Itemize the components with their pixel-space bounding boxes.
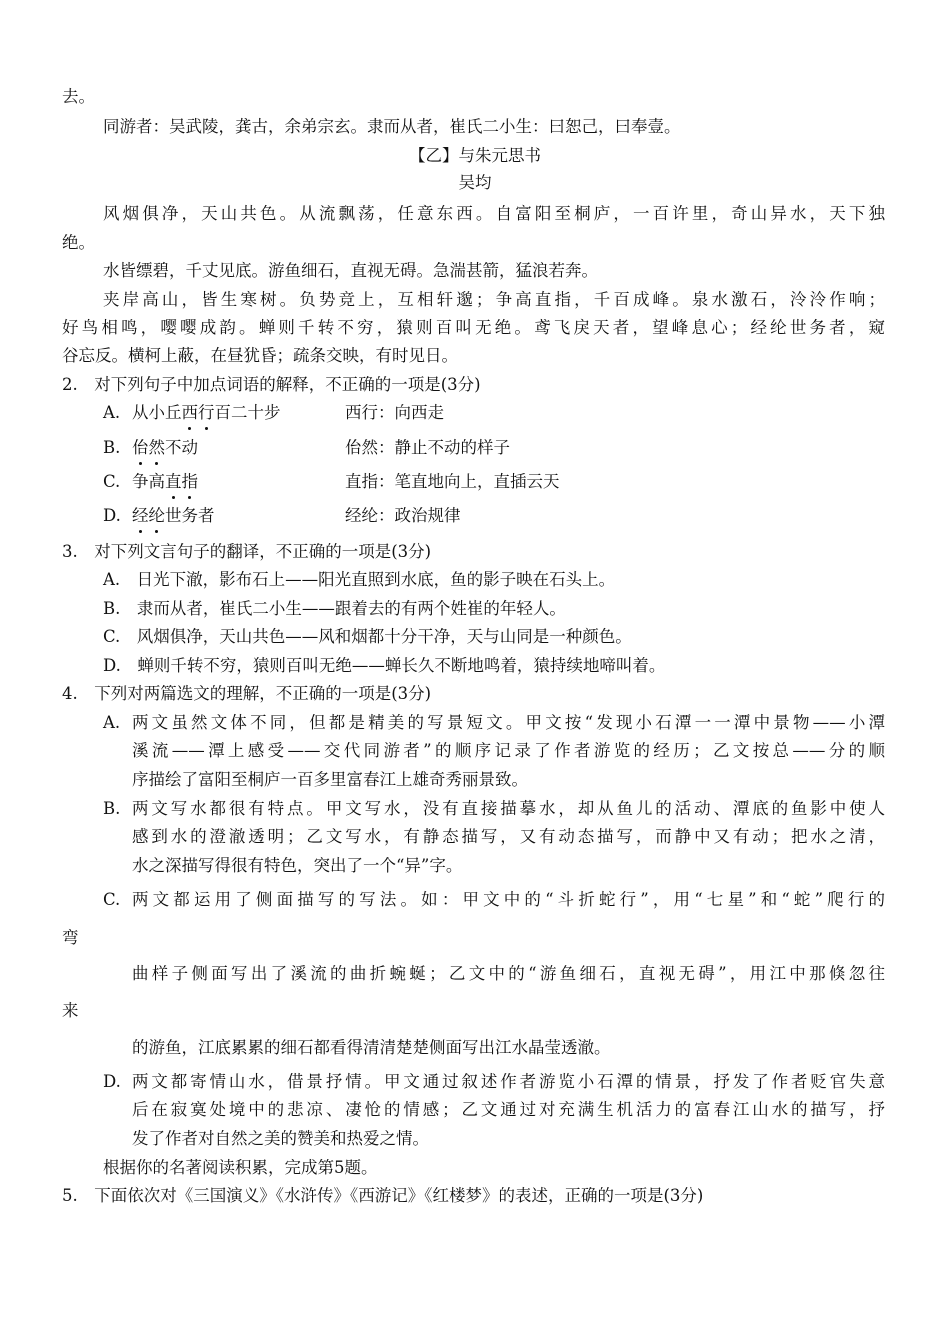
option-sentence [132, 437, 198, 459]
option-label: D. [103, 1072, 121, 1091]
option-label: B. [103, 799, 121, 818]
passage-text-line: 夹岸高山，皆生寒树。负势竞上，互相轩邈；争高直指，千百成峰。泉水激石，泠泠作响； [103, 290, 885, 309]
option-text-line: 来 [62, 1001, 79, 1020]
passage-text-line: 绝。 [62, 233, 95, 252]
option-gloss: 经纶：政治规律 [345, 506, 461, 525]
question-4-option-c [132, 889, 885, 911]
option-text-line: 溪流——潭上感受——交代同游者”的顺序记录了作者游览的经历；乙文按总——分的顺 [132, 741, 885, 760]
question-3-option-c: C. 风烟俱净，天山共色——风和烟都十分干净，天与山同是一种颜色。 [103, 627, 632, 646]
option-text-line [132, 826, 885, 848]
dotted-char: 佁 [132, 438, 149, 457]
question-4-option-b [132, 798, 885, 820]
option-label: C. [103, 472, 121, 491]
question-3-stem: 3. 对下列文言句子的翻译，不正确的一项是(3分) [62, 542, 432, 561]
dotted-word [182, 403, 215, 422]
option-text: 百二十步 [214, 403, 281, 422]
dotted-char: 指 [181, 472, 198, 491]
question-5-stem: 5. 下面依次对《三国演义》《水浒传》《西游记》《红楼梦》的表述，正确的一项是(3分) [62, 1186, 704, 1205]
dotted-char: 然 [148, 438, 165, 457]
question-4-stem: 4. 下列对两篇选文的理解，不正确的一项是(3分) [62, 684, 432, 703]
passage-text-line: 好鸟相鸣，嘤嘤成韵。蝉则千转不穷，猿则百叫无绝。鸢飞戾天者，望峰息心；经纶世务者，窥 [62, 318, 885, 337]
question-2-stem: 2. 对下列句子中加点词语的解释，不正确的一项是(3分) [62, 375, 481, 394]
question-3-option-d: D. 蝉则千转不穷，猿则百叫无绝——蝉长久不断地鸣着，猿持续地啼叫着。 [103, 656, 666, 675]
option-text: 争高 [132, 472, 165, 491]
dotted-char: 经 [132, 506, 149, 525]
option-sentence [132, 471, 198, 493]
passage-paragraph-1 [103, 203, 885, 225]
dotted-char: 纶 [148, 506, 165, 525]
option-sentence [132, 402, 281, 424]
option-text-line: 感到水的澄澈透明；乙文写水，有静态描写，又有动态描写，而静中又有动；把水之清， [132, 827, 885, 846]
option-text-line: 的游鱼，江底累累的细石都看得清清楚楚侧面写出江水晶莹透澈。 [132, 1038, 611, 1057]
option-text-line: 后在寂寞处境中的悲凉、凄怆的情感；乙文通过对充满生机活力的富春江山水的描写，抒 [132, 1100, 885, 1119]
option-label: B. [103, 438, 121, 457]
passage-author: 吴均 [458, 173, 492, 192]
option-gloss: 西行：向西走 [345, 403, 444, 422]
option-label: A. [103, 713, 121, 732]
question-3-option-a: A. 日光下澈，影布石上——阳光直照到水底，鱼的影子映在石头上。 [103, 570, 616, 589]
question-4-option-a [132, 712, 885, 734]
option-text-line [132, 740, 885, 762]
option-label: A. [103, 403, 121, 422]
option-gloss: 佁然：静止不动的样子 [345, 438, 510, 457]
passage-paragraph-3 [103, 289, 885, 311]
question-4-option-d [132, 1071, 885, 1093]
option-text-line: 两文都寄情山水，借景抒情。甲文通过叙述作者游览小石潭的情景，抒发了作者贬官失意 [132, 1072, 885, 1091]
option-text-line: 弯 [62, 928, 79, 947]
option-gloss: 直指：笔直地向上，直插云天 [345, 472, 560, 491]
option-text-line: 两文虽然文体不同，但都是精美的写景短文。甲文按“发现小石潭一一潭中景物——小潭 [132, 713, 885, 732]
dotted-word [132, 506, 165, 525]
option-text-line: 两文都运用了侧面描写的写法。如：甲文中的“斗折蛇行”，用“七星”和“蛇”爬行的 [132, 890, 885, 909]
passage-title: 【乙】与朱元思书 [409, 146, 541, 165]
dotted-word [165, 472, 198, 491]
dotted-word [132, 438, 165, 457]
option-text: 世务者 [165, 506, 215, 525]
passage-text-line: 去。 [62, 87, 95, 106]
option-text-line [132, 963, 885, 985]
passage-paragraph-2: 水皆缥碧，千丈见底。游鱼细石，直视无碍。急湍甚箭，猛浪若奔。 [103, 261, 598, 280]
passage-text-line: 谷忘反。横柯上蔽，在昼犹昏；疏条交映，有时见日。 [62, 346, 458, 365]
option-text: 从小丘 [132, 403, 182, 422]
passage-text-line [62, 317, 885, 339]
option-sentence [132, 505, 215, 527]
option-label: C. [103, 890, 121, 909]
dotted-char: 行 [198, 403, 215, 422]
option-text-line: 两文写水都很有特点。甲文写水，没有直接描摹水，却从鱼儿的活动、潭底的鱼影中使人 [132, 799, 885, 818]
passage-text-line: 风烟俱净，天山共色。从流飘荡，任意东西。自富阳至桐庐，一百许里，奇山异水，天下独 [103, 204, 885, 223]
section-instruction: 根据你的名著阅读积累，完成第5题。 [103, 1158, 378, 1177]
option-text: 不动 [165, 438, 198, 457]
option-text-line [132, 1099, 885, 1121]
option-text-line: 水之深描写得很有特色，突出了一个“异”字。 [132, 856, 463, 875]
option-text-line: 曲样子侧面写出了溪流的曲折蜿蜒；乙文中的“游鱼细石，直视无碍”，用江中那倏忽往 [132, 964, 885, 983]
dotted-char: 西 [181, 403, 198, 422]
option-text-line: 发了作者对自然之美的赞美和热爱之情。 [132, 1129, 429, 1148]
passage-companions: 同游者：吴武陵，龚古，余弟宗玄。隶而从者，崔氏二小生：曰恕己，曰奉壹。 [103, 117, 681, 136]
dotted-char: 直 [165, 472, 182, 491]
option-label: D. [103, 506, 121, 525]
question-3-option-b: B. 隶而从者，崔氏二小生——跟着去的有两个姓崔的年轻人。 [103, 599, 566, 618]
option-text-line: 序描绘了富阳至桐庐一百多里富春江上雄奇秀丽景致。 [132, 770, 528, 789]
